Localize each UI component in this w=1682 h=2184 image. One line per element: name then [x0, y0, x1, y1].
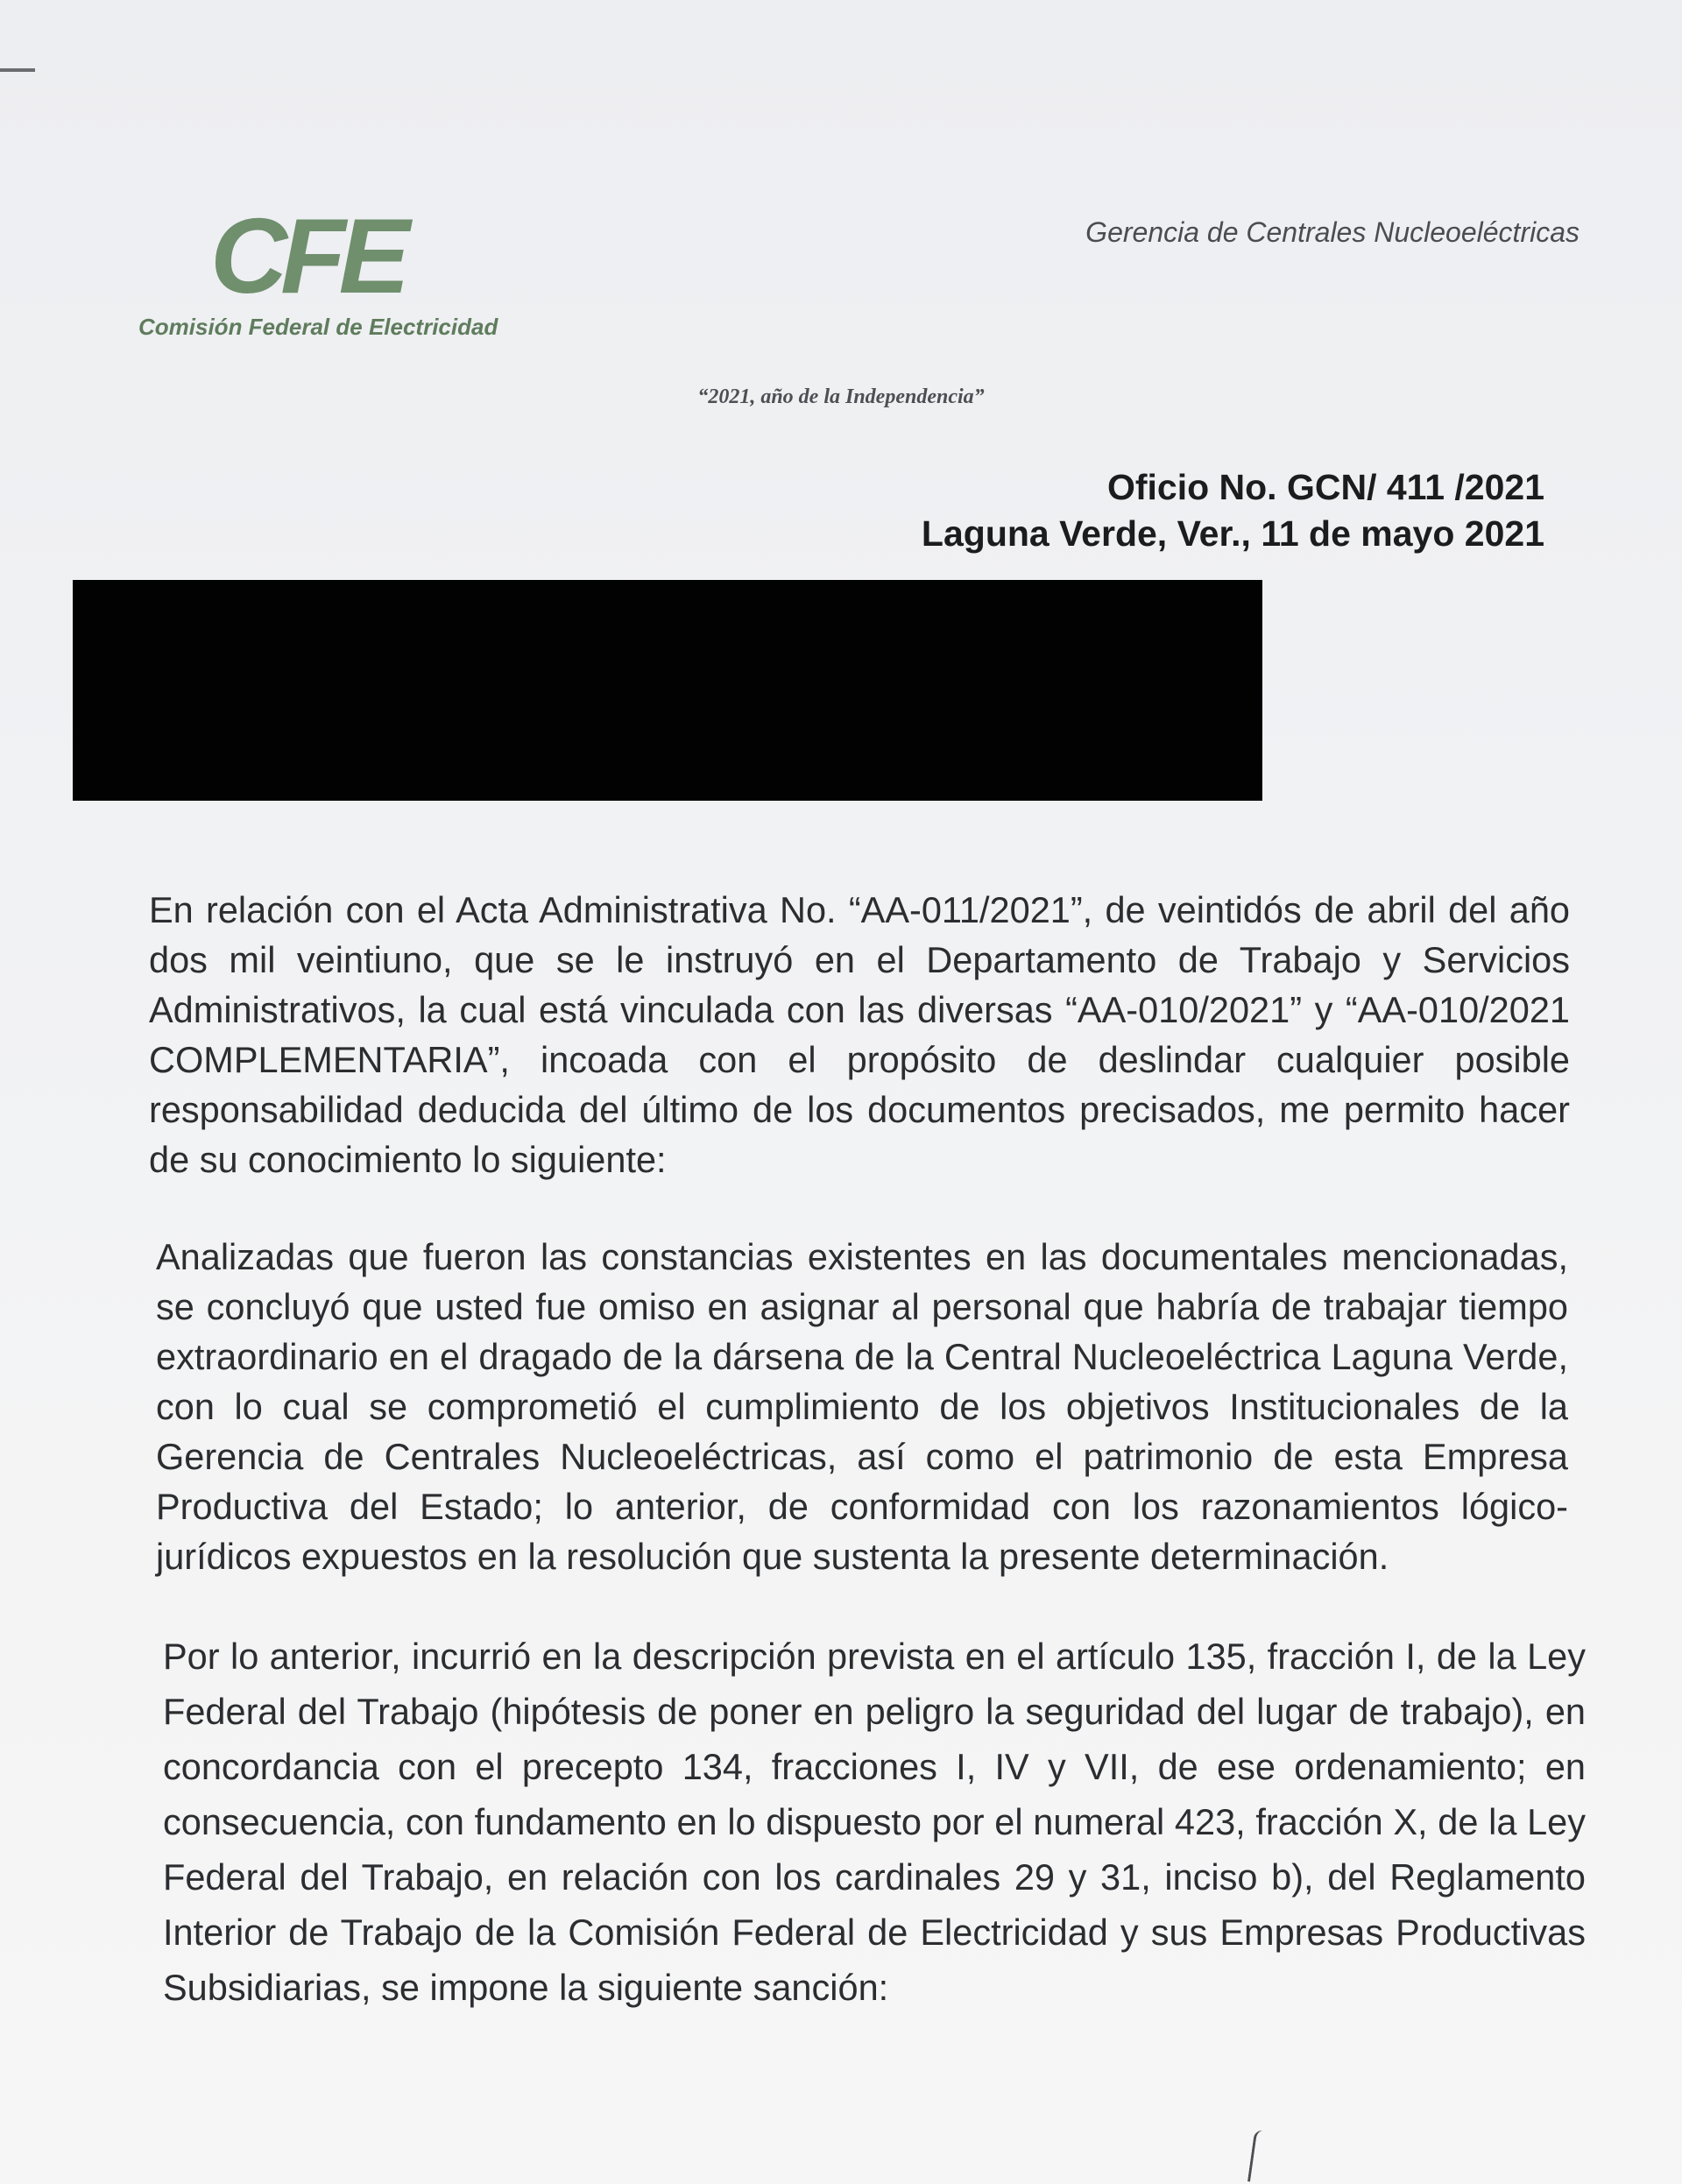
oficio-number: Oficio No. GCN/ 411 /2021 [1106, 467, 1544, 507]
page-edge-mark [0, 68, 35, 72]
body-paragraph-1: En relación con el Acta Administrativa No. “AA-011/2021”, de veintidós de abril del año dos mil veintiuno, que se le instruyó en el Departamento de Trabajo y Servicios Administrativos, la cual está vinculada con las diversas “AA-010/2021” y “AA-010/2021 COMPLEMENTARIA”, incoada con el propósito de deslindar cualquier posible responsabilidad deducida del último de los documentos precisados, me permito hacer de su conocimiento lo siguiente: [149, 889, 1570, 1180]
reference-block [922, 464, 1544, 557]
year-motto: “2021, año de la Independencia” [697, 385, 985, 408]
letter-body [149, 885, 1586, 2062]
redaction-box [73, 580, 1262, 801]
cfe-logo-subtitle: Comisión Federal de Electricidad [138, 314, 498, 340]
department-name: Gerencia de Centrales Nucleoeléctricas [1085, 216, 1580, 248]
body-paragraph-2: Analizadas que fueron las constancias existentes en las documentales mencionadas, se concluyó que usted fue omiso en asignar al personal que habría de trabajar tiempo extraordinario en el dragado de la dársena de la Central Nucleoeléctrica Laguna Verde, con lo cual se comprometió el cumplimiento de los objetivos Institucionales de la Gerencia de Centrales Nucleoeléctricas, así como el patrimonio de esta Empresa Productiva del Estado; lo anterior, de conformidad con los razonamientos lógico-jurídicos expuestos en la resolución que sustenta la presente determinación. [156, 1236, 1568, 1577]
cfe-logo-mark: CFE [210, 196, 403, 315]
place-date: Laguna Verde, Ver., 11 de mayo 2021 [921, 513, 1544, 554]
body-paragraph-3: Por lo anterior, incurrió en la descripción prevista en el artículo 135, fracción I, de la Ley Federal del Trabajo (hipótesis de poner en peligro la seguridad del lugar de trabajo), en concordancia con el precepto 134, fracciones I, IV y VII, de ese ordenamiento; en consecuencia, con fundamento en lo dispuesto por el numeral 423, fracción X, de la Ley Federal del Trabajo, en relación con los cardinales 29 y 31, inciso b), del Reglamento Interior de Trabajo de la Comisión Federal de Electricidad y sus Empresas Productivas Subsidiarias, se impone la siguiente sanción: [163, 1636, 1586, 2008]
signature-stroke [1247, 2130, 1275, 2184]
cfe-logo [138, 196, 498, 341]
